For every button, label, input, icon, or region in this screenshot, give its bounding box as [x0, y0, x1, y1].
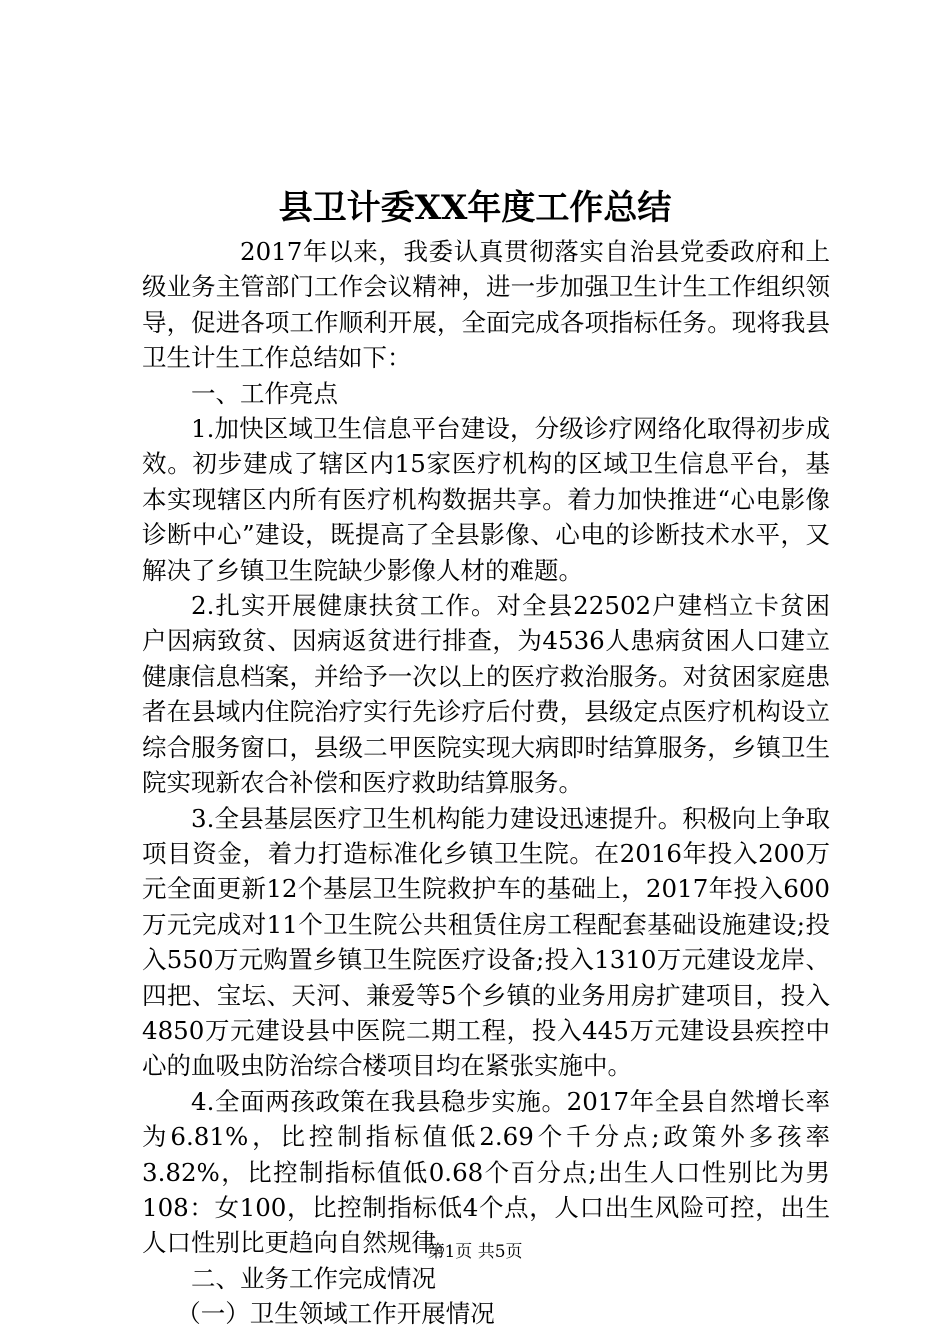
page-footer: 第1页 共5页	[427, 1242, 523, 1262]
section-heading-business: 二、业务工作完成情况	[191, 1263, 436, 1293]
section-heading-highlights: 一、工作亮点	[191, 378, 338, 408]
document-body	[142, 234, 830, 1332]
document-title: 县卫计委XX年度工作总结	[278, 188, 672, 228]
highlight-item-4: 4.全面两孩政策在我县稳步实施。2017年全县自然增长率为6.81%，比控制指标值低2.69个千分点;政策外多孩率3.82%，比控制指标值低0.68个百分点;出生人口性别比为男108：女100，比控制指标低4个点，人口出生风险可控，出生人口性别比更趋向自然规律。	[142, 1086, 830, 1258]
intro-paragraph: 2017年以来，我委认真贯彻落实自治县党委政府和上级业务主管部门工作会议精神，进一步加强卫生计生工作组织领导，促进各项工作顺利开展，全面完成各项指标任务。现将我县卫生计生工作总结如下：	[142, 237, 830, 373]
highlight-item-1: 1.加快区域卫生信息平台建设，分级诊疗网络化取得初步成效。初步建成了辖区内15家医疗机构的区域卫生信息平台，基本实现辖区内所有医疗机构数据共享。着力加快推进“心电影像诊断中心”建设，既提高了全县影像、心电的诊断技术水平，又解决了乡镇卫生院缺少影像人材的难题。	[142, 414, 830, 585]
highlight-item-3: 3.全县基层医疗卫生机构能力建设迅速提升。积极向上争取项目资金，着力打造标准化乡镇卫生院。在2016年投入200万元全面更新12个基层卫生院救护车的基础上，2017年投入600万元完成对11个卫生院公共租赁住房工程配套基础设施建设;投入550万元购置乡镇卫生院医疗设备;投入1310万元建设龙岸、四把、宝坛、天河、兼爱等5个乡镇的业务用房扩建项目，投入4850万元建设县中医院二期工程，投入445万元建设县疾控中心的血吸虫防治综合楼项目均在紧张实施中。	[142, 803, 830, 1081]
highlight-item-2: 2.扎实开展健康扶贫工作。对全县22502户建档立卡贫困户因病致贫、因病返贫进行排查，为4536人患病贫困人口建立健康信息档案，并给予一次以上的医疗救治服务。对贫困家庭患者在县域内住院治疗实行先诊疗后付费，县级定点医疗机构设立综合服务窗口，县级二甲医院实现大病即时结算服务，乡镇卫生院实现新农合补偿和医疗救助结算服务。	[142, 591, 830, 798]
subsection-heading-health: （一）卫生领域工作开展情况	[176, 1299, 495, 1329]
